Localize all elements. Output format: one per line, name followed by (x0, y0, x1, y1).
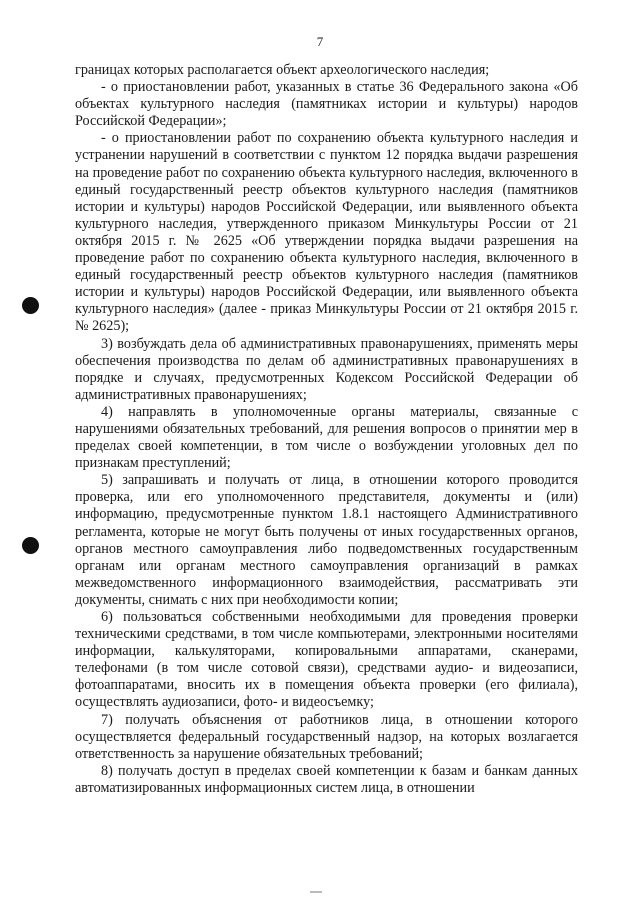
paragraph-item-8: 8) получать доступ в пределах своей компетенции к базам и банкам данных автоматизированных информационных систем лица, в отношении (75, 762, 578, 796)
paragraph-item-3: 3) возбуждать дела об административных правонарушениях, применять меры обеспечения производства по делам об административных правонарушениях в порядке и случаях, предусмотренных Кодексом Российской Федерации об административных правонарушениях; (75, 335, 578, 403)
paragraph-suspension-works: - о приостановлении работ, указанных в статье 36 Федерального закона «Об объектах культурного наследия (памятниках истории и культуры) народов Российской Федерации»; (75, 79, 578, 130)
paragraph-suspension-preservation: - о приостановлении работ по сохранению объекта культурного наследия и устранении нарушений в соответствии с пунктом 12 порядка выдачи разрешения на проведение работ по сохранению объекта культурного наследия, включенного в единый государственный реестр объектов культурного наследия (памятников истории и культуры) народов Российской Федерации, или выявленного объекта культурного наследия, утвержденного приказом Минкультуры России от 21 октября 2015 г. № 2625 «Об утверждении порядка выдачи разрешения на проведение работ по сохранению объекта культурного наследия, включенного в единый государственный реестр объектов культурного наследия (памятников истории и культуры) народов Российской Федерации, или выявленного объекта культурного наследия» (далее - приказ Минкультуры России от 21 октября 2015 г. № 2625); (75, 130, 578, 335)
paragraph-item-7: 7) получать объяснения от работников лица, в отношении которого осуществляется федеральный государственный надзор, на которых возлагается ответственность за нарушение обязательных требований; (75, 711, 578, 762)
scan-mark (310, 891, 322, 893)
paragraph-item-6: 6) пользоваться собственными необходимыми для проведения проверки техническими средствами, в том числе компьютерами, электронными носителями информации, калькуляторами, копировальными аппаратами, сканерами, телефонами (в том числе сотовой связи), средствами аудио- и видеозаписи, фотоаппаратами, вносить их в помещения объекта проверки (его филиала), осуществлять аудиозаписи, фото- и видеосъемку; (75, 609, 578, 711)
page-number: 7 (316, 34, 324, 49)
paragraph-item-5: 5) запрашивать и получать от лица, в отношении которого проводится проверка, или его уполномоченного представителя, документы и (или) информацию, предусмотренные пунктом 1.8.1 настоящего Административного регламента, которые не могут быть получены от иных государственных органов, органов местного самоуправления либо подведомственных государственным органам или органам местного самоуправления организаций в рамках межведомственного информационного взаимодействия, рассматривать эти документы, снимать с них при необходимости копии; (75, 472, 578, 608)
punch-hole-upper (22, 297, 39, 314)
paragraph-item-4: 4) направлять в уполномоченные органы материалы, связанные с нарушениями обязательных требований, для решения вопросов о принятии мер в пределах своей компетенции, в том числе о возбуждении уголовных дел по признакам преступлений; (75, 403, 578, 472)
document-body (75, 62, 578, 797)
paragraph-continuation: границах которых располагается объект археологического наследия; (75, 62, 490, 78)
punch-hole-lower (22, 537, 39, 554)
